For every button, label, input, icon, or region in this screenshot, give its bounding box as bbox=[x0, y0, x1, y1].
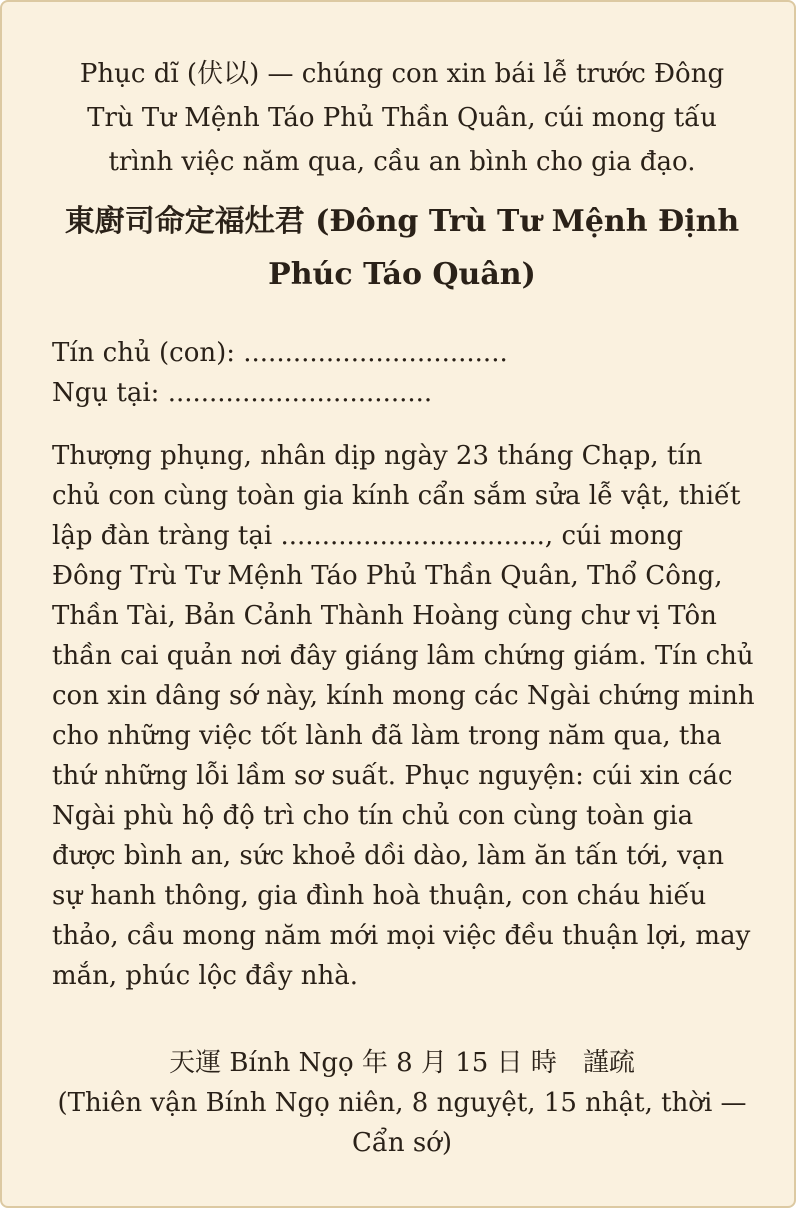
petition-body: Thượng phụng, nhân dịp ngày 23 tháng Chạp, tín chủ con cùng toàn gia kính cẩn sắm sửa lễ vật, thiết lập đàn tràng tại ................................, cúi mong Đông Trù Tư Mệnh Táo Phủ Thần Quân, Thổ Công, Thần Tài, Bản Cảnh Thành Hoàng cùng chư vị Tôn thần cai quản nơi đây giáng lâm chứng giám. Tín chủ con xin dâng sớ này, kính mong các Ngài chứng minh cho những việc tốt lành đã làm trong năm qua, tha thứ những lỗi lầm sơ suất. Phục nguyện: cúi xin các Ngài phù hộ độ trì cho tín chủ con cùng toàn gia được bình an, sức khoẻ dồi dào, làm ăn tấn tới, vạn sự hanh thông, gia đình hoà thuận, con cháu hiếu thảo, cầu mong năm mới mọi việc đều thuận lợi, may mắn, phúc lộc đầy nhà. bbox=[52, 441, 755, 991]
residence-field: Ngụ tại: ................................ bbox=[52, 378, 433, 408]
invocation-paragraph: Phục dĩ (伏以) — chúng con xin bái lễ trước Đông Trù Tư Mệnh Táo Phủ Thần Quân, cúi mong tấu trình việc năm qua, cầu an bình cho gia đạo. bbox=[79, 59, 725, 177]
closing-block bbox=[42, 1043, 762, 1163]
deity-title: 東廚司命定福灶君 (Đông Trù Tư Mệnh Định Phúc Táo Quân) bbox=[64, 204, 740, 292]
closing-date-line: 天運 Bính Ngọ 年 8 月 15 日 時 謹疏 bbox=[169, 1048, 635, 1078]
devotee-field: Tín chủ (con): ................................ bbox=[52, 338, 508, 368]
closing-translation: (Thiên vận Bính Ngọ niên, 8 nguyệt, 15 nhật, thời — Cẩn sớ) bbox=[57, 1088, 747, 1158]
